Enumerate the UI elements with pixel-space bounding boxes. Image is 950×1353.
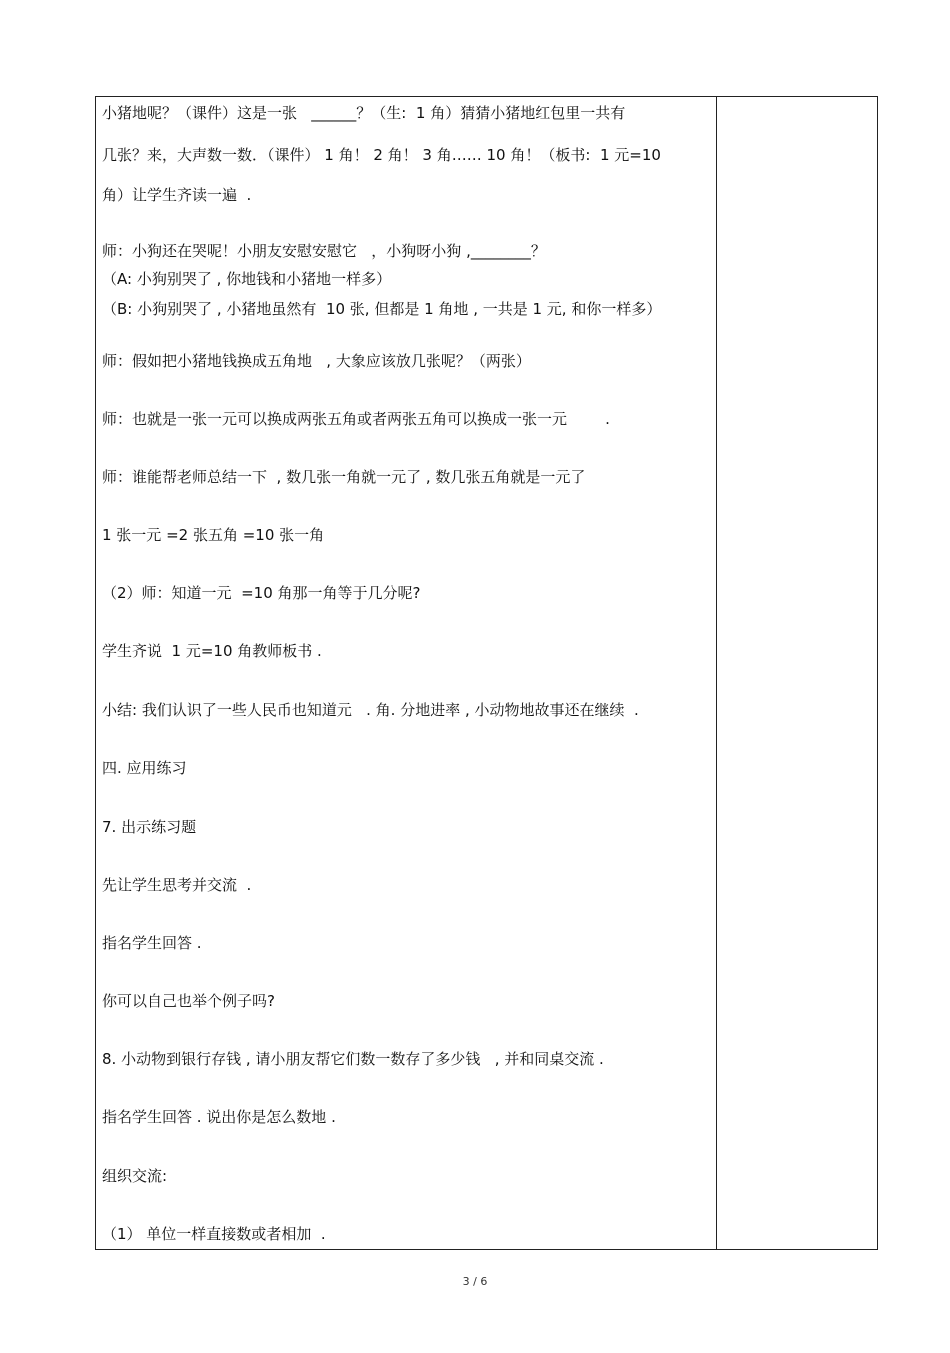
page-number: 3 / 6: [462, 1275, 488, 1288]
text-line: 师：也就是一张一元可以换成两张五角或者两张五角可以换成一张一元 .: [102, 410, 610, 428]
text-line: 先让学生思考并交流 .: [102, 876, 252, 894]
text-line: 7. 出示练习题: [102, 818, 197, 836]
text-line: （A: 小狗别哭了 , 你地钱和小猪地一样多）: [102, 270, 392, 288]
text-line: 指名学生回答 . 说出你是怎么数地 .: [102, 1108, 336, 1126]
text-line: 指名学生回答 .: [102, 934, 202, 952]
text-line: （1） 单位一样直接数或者相加 .: [102, 1225, 326, 1243]
text-line: 1 张一元 =2 张五角 =10 张一角: [102, 526, 325, 544]
text-line: 小猪地呢？（课件）这是一张 ______？（生: 1 角）猜猜小猪地红包里一共有: [102, 104, 626, 122]
text-line: 师：谁能帮老师总结一下 , 数几张一角就一元了 , 数几张五角就是一元了: [102, 468, 586, 486]
text-line: 几张？来，大声数一数．（课件） 1 角！ 2 角！ 3 角…… 10 角！（板书: 1 元=10: [102, 146, 661, 164]
text-line: （B: 小狗别哭了 , 小猪地虽然有 10 张, 但都是 1 角地 , 一共是 1 元, 和你一样多）: [102, 300, 662, 318]
lesson-table: [95, 96, 878, 1250]
text-line: 师：假如把小猪地钱换成五角地 , 大象应该放几张呢？（两张）: [102, 352, 531, 370]
section-heading: 四. 应用练习: [102, 759, 187, 777]
text-line: 组织交流:: [102, 1167, 168, 1185]
text-line: 角）让学生齐读一遍 .: [102, 186, 252, 204]
text-line: 你可以自己也举个例子吗?: [102, 992, 275, 1010]
column-divider: [716, 97, 717, 1249]
text-line: （2）师：知道一元 =10 角那一角等于几分呢?: [102, 584, 421, 602]
text-line: 小结: 我们认识了一些人民币也知道元 . 角. 分地进率 , 小动物地故事还在继续 .: [102, 701, 639, 719]
text-line: 8. 小动物到银行存钱 , 请小朋友帮它们数一数存了多少钱 , 并和同桌交流 .: [102, 1050, 604, 1068]
text-line: 学生齐说 1 元=10 角教师板书 .: [102, 642, 322, 660]
text-line: 师：小狗还在哭呢！小朋友安慰安慰它 ，小狗呀小狗 ,________？: [102, 242, 546, 260]
